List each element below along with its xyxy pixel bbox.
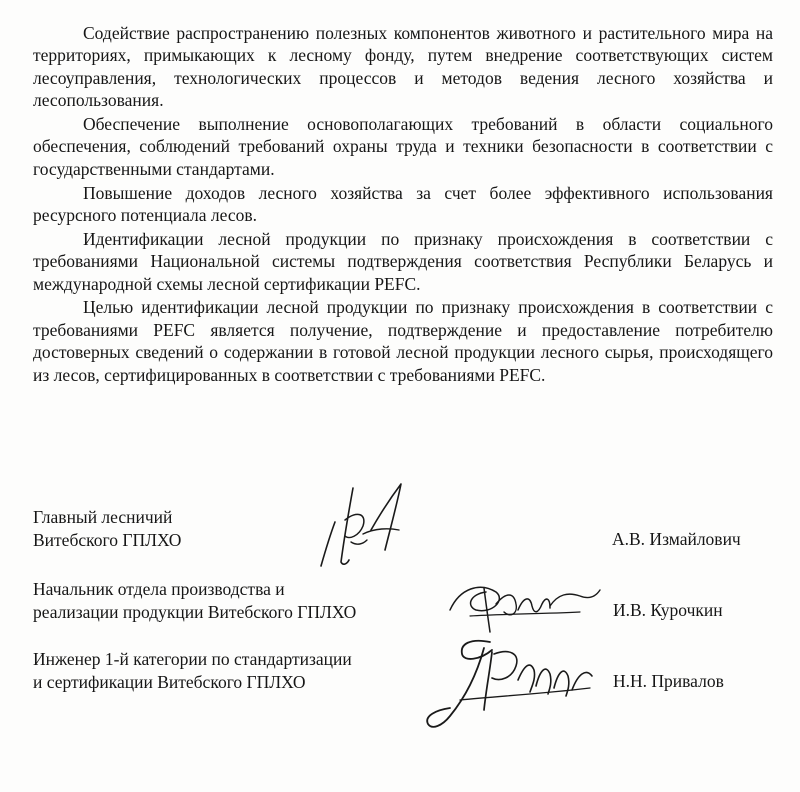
signatory-title-line-1: Инженер 1-й категории по стандартизации — [33, 649, 352, 669]
signatory-engineer — [33, 648, 352, 694]
handwritten-signature-privalov — [420, 630, 610, 740]
signatory-title-line-2: Витебского ГПЛХО — [33, 530, 182, 550]
handwritten-signature-kurochkin — [440, 570, 610, 640]
signatory-name-izmailovich: А.В. Измайлович — [612, 529, 741, 549]
paragraph-identification-goal: Целью идентификации лесной продукции по признаку происхождения в соответствии с требованиями PEFC является получение, подтверждение и предоставление потребителю достоверных сведений о содержании в готовой лесной продукции лесного сырья, происходящего из лесов, сертифицированных в соответствии с требованиями PEFC. — [33, 297, 773, 385]
paragraph-flora-fauna: Содействие распространению полезных компонентов животного и растительного мира на территориях, примыкающих к лесному фонду, путем внедрение соответствующих систем лесоуправления, технологических процессов и методов ведения лесного хозяйства и лесопользования. — [33, 23, 773, 111]
document-body — [33, 22, 773, 387]
signatory-name-privalov: Н.Н. Привалов — [613, 671, 724, 691]
signatory-name-kurochkin: И.В. Курочкин — [613, 600, 723, 620]
paragraph-social-requirements: Обеспечение выполнение основополагающих требований в области социального обеспечения, соблюдений требований охраны труда и техники безопасности в соответствии с государственными стандартами. — [33, 114, 773, 179]
signatory-title-line-1: Начальник отдела производства и — [33, 579, 285, 599]
signatory-title-line-1: Главный лесничий — [33, 507, 173, 527]
handwritten-signature-izmailovich — [305, 470, 425, 580]
paragraph-income-increase: Повышение доходов лесного хозяйства за счет более эффективного использования ресурсного потенциала лесов. — [33, 182, 773, 226]
signatory-chief-forester — [33, 506, 181, 552]
signatory-title-line-2: и сертификации Витебского ГПЛХО — [33, 672, 306, 692]
signatory-title-line-2: реализации продукции Витебского ГПЛХО — [33, 602, 357, 622]
signatory-production-head — [33, 578, 356, 624]
paragraph-product-identification: Идентификации лесной продукции по признаку происхождения в соответствии с требованиями Национальной системы подтверждения соответствия Республики Беларусь и международной схемы лесной сертификации PEFC. — [33, 228, 773, 294]
